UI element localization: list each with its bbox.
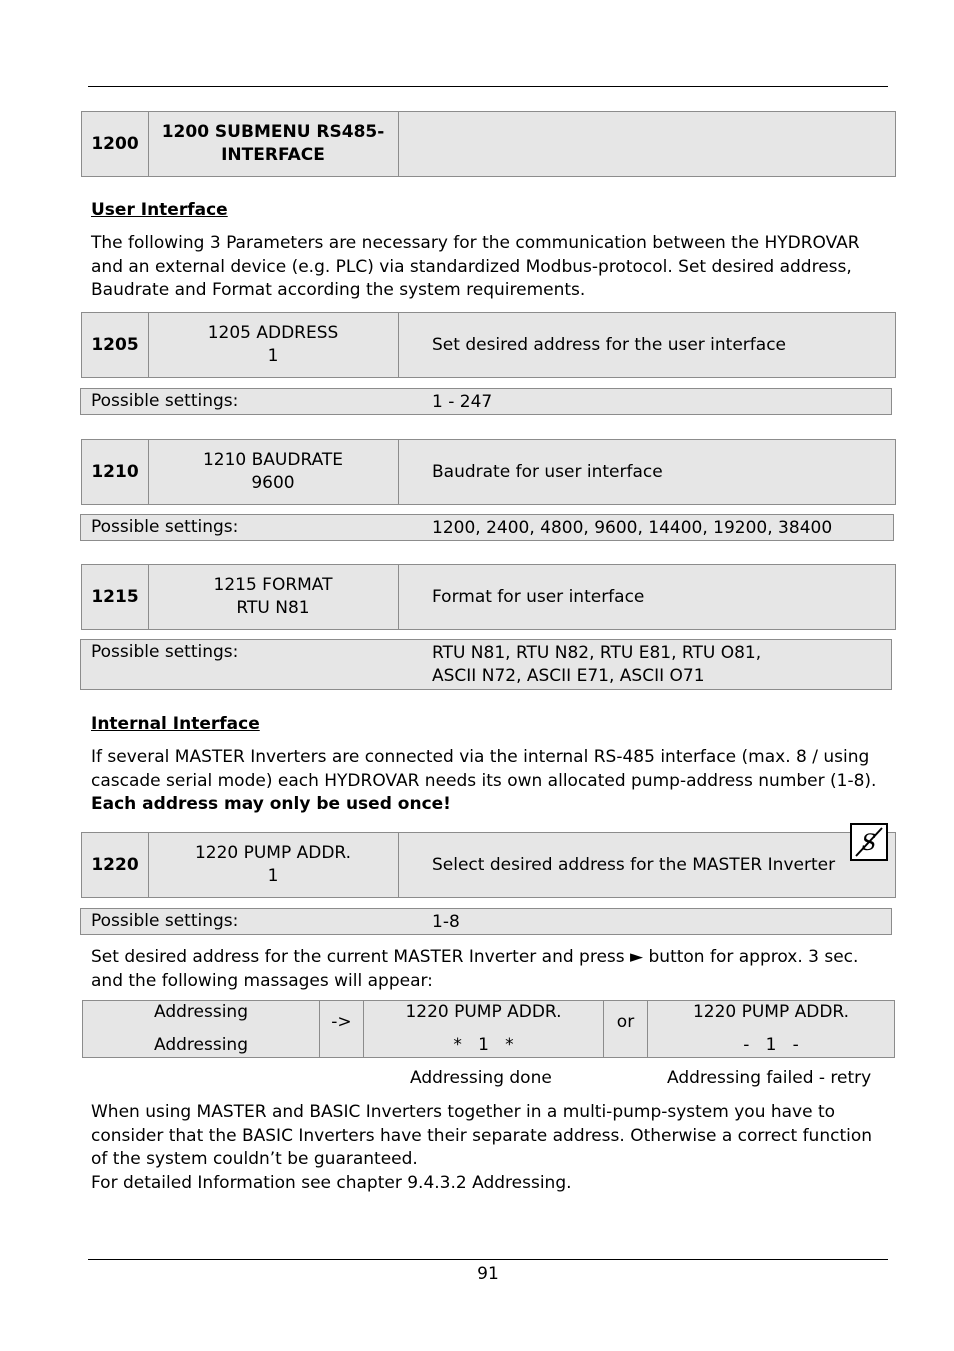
- param-name: [148, 313, 399, 377]
- param-table-1205: [81, 312, 896, 378]
- param-description: Format for user interface: [432, 587, 645, 607]
- settings-label: Possible settings:: [91, 517, 239, 537]
- addressing-instruction: [91, 946, 891, 993]
- settings-value-line1: RTU N81, RTU N82, RTU E81, RTU O81,: [432, 643, 762, 663]
- submenu-title-line2: INTERFACE: [221, 145, 325, 165]
- display-line2: Addressing: [154, 1035, 248, 1055]
- param-code: 1210: [82, 440, 149, 504]
- settings-row-1205: [80, 388, 892, 415]
- arrow-text: ->: [331, 1012, 352, 1032]
- settings-label: Possible settings:: [91, 911, 239, 931]
- submenu-header-table: [81, 111, 896, 177]
- arrow-cell: [320, 1001, 364, 1057]
- internal-interface-heading: Internal Interface: [91, 714, 260, 734]
- param-description: Baudrate for user interface: [432, 462, 663, 482]
- param-default: 1: [267, 866, 279, 886]
- closing-paragraph: [91, 1101, 891, 1195]
- param-code: 1220: [82, 833, 149, 897]
- submenu-title-line1: 1200 SUBMENU RS485-: [161, 122, 385, 142]
- param-code: 1215: [82, 565, 149, 629]
- or-cell: [604, 1001, 648, 1057]
- bottom-rule: [88, 1259, 888, 1260]
- icon-letter: S: [861, 831, 877, 856]
- internal-interface-intro: [91, 746, 891, 817]
- closing-text: When using MASTER and BASIC Inverters together in a multi-pump-system you have to consider that the BASIC Inverters have their separate address. Otherwise a correct function of the system couldn’t be guaranteed.: [91, 1102, 873, 1169]
- param-name: [148, 440, 399, 504]
- internal-interface-text: If several MASTER Inverters are connected via the internal RS-485 interface (max. 8 / using cascade serial mode) each HYDROVAR needs its own allocated pump-address number (1-8).: [91, 747, 877, 791]
- submenu-title: [148, 112, 399, 176]
- param-name: [148, 833, 399, 897]
- user-interface-heading: User Interface: [91, 200, 228, 220]
- settings-row-1215: [80, 639, 892, 690]
- param-name-label: 1215 FORMAT: [213, 575, 333, 595]
- settings-label: Possible settings:: [91, 642, 239, 662]
- addressing-instruction-line1: Set desired address for the current MASTER Inverter and press ► button for approx. 3 sec.: [91, 947, 859, 967]
- param-default: 1: [267, 346, 279, 366]
- param-table-1210: [81, 439, 896, 505]
- submenu-code: 1200: [82, 112, 149, 176]
- addressing-instruction-line2: and the following massages will appear:: [91, 970, 433, 991]
- settings-row-1210: [80, 514, 894, 541]
- display-line1: 1220 PUMP ADDR.: [692, 1002, 850, 1022]
- param-name: [148, 565, 399, 629]
- caption-done: Addressing done: [410, 1068, 552, 1088]
- param-name-label: 1210 BAUDRATE: [202, 450, 344, 470]
- settings-value-line2: ASCII N72, ASCII E71, ASCII O71: [432, 666, 705, 686]
- closing-reference: For detailed Information see chapter 9.4.3.2 Addressing.: [91, 1172, 572, 1193]
- caption-failed: Addressing failed - retry: [667, 1068, 872, 1088]
- param-code: 1205: [82, 313, 149, 377]
- settings-value: 1-8: [432, 912, 460, 932]
- param-name-label: 1220 PUMP ADDR.: [194, 843, 352, 863]
- param-default: RTU N81: [236, 598, 310, 618]
- internal-interface-warning: Each address may only be used once!: [91, 794, 451, 814]
- settings-value: 1 - 247: [432, 392, 493, 412]
- param-description: Set desired address for the user interface: [432, 335, 786, 355]
- settings-value: [432, 642, 761, 688]
- display-line2: - 1 -: [743, 1035, 799, 1055]
- s-slash-icon: [850, 823, 888, 861]
- top-rule: [88, 86, 888, 87]
- settings-row-1220: [80, 908, 892, 935]
- display-line1: 1220 PUMP ADDR.: [405, 1002, 562, 1022]
- or-text: or: [616, 1012, 635, 1032]
- user-interface-intro: The following 3 Parameters are necessary for the communication between the HYDROVAR and an external device (e.g. PLC) via standardized Modbus-protocol. Set desired address, Baudrate and Format according the system requirements.: [91, 233, 860, 300]
- param-default: 9600: [251, 473, 295, 493]
- submenu-description: [432, 112, 895, 176]
- display-done: [364, 1001, 604, 1057]
- addressing-display-table: [82, 1000, 895, 1058]
- settings-label: Possible settings:: [91, 391, 239, 411]
- param-name-label: 1205 ADDRESS: [207, 323, 339, 343]
- display-addressing: [83, 1001, 320, 1057]
- display-line2: * 1 *: [453, 1035, 514, 1055]
- param-table-1215: [81, 564, 896, 630]
- display-line1: Addressing: [154, 1002, 248, 1022]
- display-failed: [648, 1001, 894, 1057]
- settings-value: 1200, 2400, 4800, 9600, 14400, 19200, 38400: [432, 518, 833, 538]
- param-table-1220: [81, 832, 896, 898]
- page-number: 91: [477, 1264, 499, 1284]
- param-description: Select desired address for the MASTER Inverter: [432, 855, 836, 875]
